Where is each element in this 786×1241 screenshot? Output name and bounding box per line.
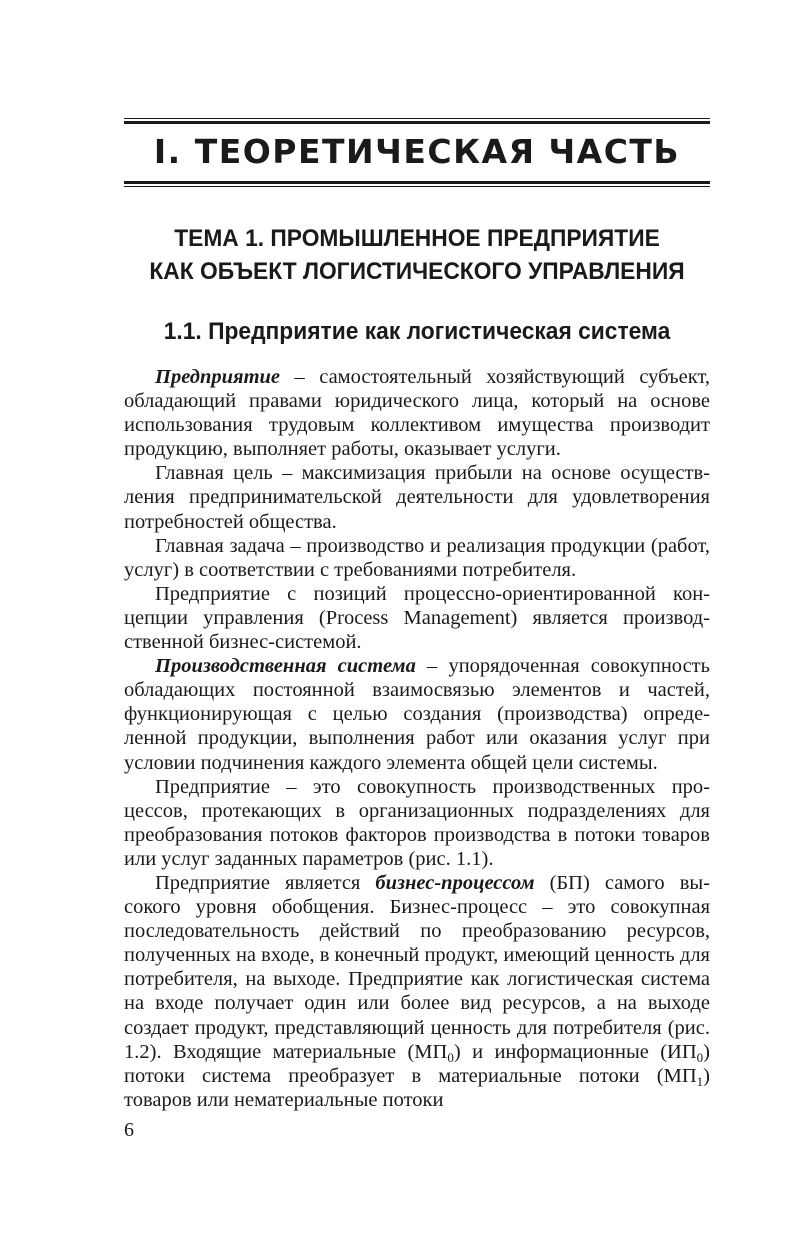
topic-title-line1: ТЕМА 1. ПРОМЫШЛЕННОЕ ПРЕДПРИЯТИЕ xyxy=(174,225,660,252)
paragraph-main-task: Главная задача – производство и реализация продукции (работ, услуг) в соответствии с требованиями потребителя. xyxy=(124,534,710,581)
paragraph-text: ) потоки система преобразует в материальные потоки (МП xyxy=(124,1040,710,1087)
paragraph-text: – самостоятельный хозяйствующий субъект, обладающий правами юридического лица, который на основе использования трудовым коллективом имущества производит продукцию, выполняет работы, оказывает услуги. xyxy=(124,366,710,461)
part-title: I. ТЕОРЕТИЧЕСКАЯ ЧАСТЬ xyxy=(153,132,681,171)
topic-title-line2: КАК ОБЪЕКТ ЛОГИСТИЧЕСКОГО УПРАВЛЕНИЯ xyxy=(149,258,685,285)
section-title: 1.1. Предприятие как логистическая система xyxy=(163,318,671,345)
paragraph-text: (БП) самого высокого уровня обобщения. Бизнес-процесс – это совокупная последовательность действий по преобразованию ресурсов, полученных на входе, в конечный продукт, имеющий ценность для потребителя, на выходе. Предприятие как логистическая система на входе получает один или более вид ресурсов, а на выходе создает продукт, представляющий ценность для потребителя (рис. 1.2). Входящие материальные (МП xyxy=(124,871,710,1063)
subscript: 0 xyxy=(696,1049,704,1065)
paragraph-main-goal: Главная цель – максимизация прибыли на основе осуществления предпринимательской деятельности для удовлетворения потребностей общества. xyxy=(124,462,710,533)
page-number: 6 xyxy=(124,1119,134,1141)
term-production-system: Производственная система xyxy=(155,655,416,678)
paragraph-text: – упорядоченная совокупность обладающих постоянной взаимосвязью элементов и частей, функционирующая с целью создания (производства) определенной продукции, выполнения работ или оказания услуг при условии подчинения каждого элемента общей цели системы. xyxy=(124,655,710,774)
topic-title xyxy=(145,222,690,288)
paragraph-text: ) и информационные (ИП xyxy=(453,1040,697,1063)
term-enterprise: Предприятие xyxy=(155,366,281,388)
paragraph-enterprise-definition xyxy=(124,365,710,461)
paragraph-text: Предприятие является xyxy=(155,871,376,894)
header-rule-top-thin xyxy=(124,118,710,119)
paragraph-process-management: Предприятие с позиций процессно-ориентированной концепции управления (Process Management) является производственной бизнес-системой. xyxy=(124,582,710,654)
paragraph-enterprise-processes: Предприятие – это совокупность производственных процессов, протекающих в организационных подразделениях для преобразования потоков факторов производства в потоки товаров или услуг заданных параметров (рис. 1.1). xyxy=(124,775,710,870)
header-rule-top-thick xyxy=(124,121,710,124)
term-business-process: бизнес-процессом xyxy=(375,871,535,894)
body-text xyxy=(124,365,710,1112)
subscript: 0 xyxy=(447,1049,454,1065)
subscript: 1 xyxy=(696,1073,704,1089)
paragraph-production-system xyxy=(124,654,710,774)
header-rule-bottom-thick xyxy=(124,181,710,184)
header-rule-bottom-thin xyxy=(124,186,710,187)
paragraph-business-process xyxy=(124,871,710,1112)
paragraph-text: ) товаров или нематериальные потоки xyxy=(124,1064,710,1111)
